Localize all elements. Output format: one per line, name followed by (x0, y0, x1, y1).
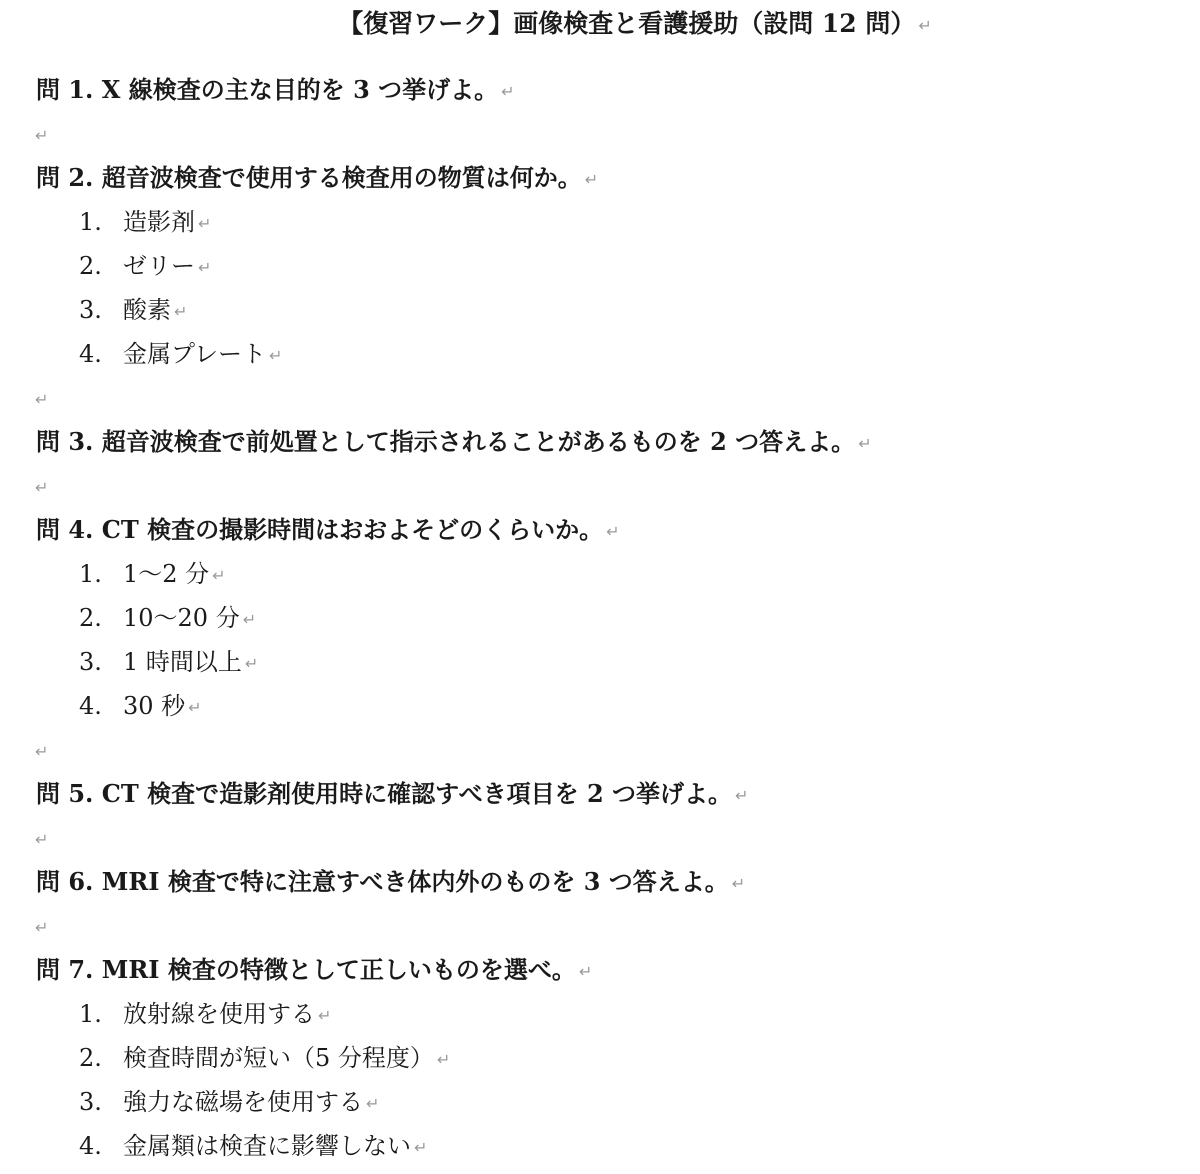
paragraph-mark-icon: ↵ (578, 962, 593, 981)
paragraph-mark-icon: ↵ (858, 434, 872, 453)
paragraph-mark-icon: ↵ (35, 742, 49, 761)
option-number: 3. (79, 1088, 102, 1116)
paragraph-mark-icon: ↵ (366, 1094, 380, 1113)
option-number: 1. (79, 560, 102, 588)
option-label: 強力な磁場を使用する (123, 1088, 363, 1116)
paragraph-mark-icon: ↵ (35, 830, 49, 849)
question-5 (36, 772, 748, 816)
option-label: 造影剤 (123, 208, 195, 236)
option-item (79, 640, 258, 684)
option-label: 酸素 (123, 296, 171, 324)
option-label: 1 時間以上 (123, 648, 242, 676)
option-item (79, 684, 202, 728)
option-item (79, 596, 256, 640)
question-1 (36, 68, 515, 112)
document-title (0, 4, 1200, 46)
question-text: 問 3. 超音波検査で前処置として指示されることがあるものを 2 つ答えよ。 (36, 427, 856, 456)
blank-line (32, 464, 48, 508)
question-text: 問 1. X 線検査の主な目的を 3 つ挙げよ。 (36, 75, 499, 104)
option-number: 3. (79, 648, 102, 676)
question-2 (36, 156, 598, 200)
paragraph-mark-icon: ↵ (242, 610, 257, 629)
option-item (79, 1124, 427, 1168)
option-item (79, 552, 226, 596)
option-number: 2. (79, 1044, 102, 1072)
option-number: 4. (79, 692, 102, 720)
option-item (79, 332, 282, 376)
paragraph-mark-icon: ↵ (436, 1050, 451, 1069)
blank-line (32, 904, 48, 948)
paragraph-mark-icon: ↵ (584, 170, 599, 189)
paragraph-mark-icon: ↵ (606, 522, 620, 541)
paragraph-mark-icon: ↵ (174, 302, 188, 321)
paragraph-mark-icon: ↵ (212, 566, 226, 585)
question-text: 問 2. 超音波検査で使用する検査用の物質は何か。 (36, 163, 582, 192)
option-number: 4. (79, 340, 102, 368)
option-item (79, 288, 187, 332)
option-item (79, 1080, 379, 1124)
blank-line (32, 816, 48, 860)
option-item (79, 992, 331, 1036)
paragraph-mark-icon: ↵ (414, 1138, 428, 1157)
paragraph-mark-icon: ↵ (35, 918, 49, 937)
option-number: 2. (79, 252, 102, 280)
question-4 (36, 508, 620, 552)
option-number: 4. (79, 1132, 102, 1160)
option-label: 1〜2 分 (123, 560, 210, 588)
paragraph-mark-icon: ↵ (269, 346, 283, 365)
option-number: 3. (79, 296, 102, 324)
paragraph-mark-icon: ↵ (35, 126, 49, 145)
paragraph-mark-icon: ↵ (35, 478, 49, 497)
option-label: ゼリー (123, 252, 195, 280)
paragraph-mark-icon: ↵ (188, 698, 202, 717)
paragraph-mark-icon: ↵ (918, 16, 932, 35)
paragraph-mark-icon: ↵ (35, 390, 49, 409)
option-label: 10〜20 分 (123, 604, 240, 632)
paragraph-mark-icon: ↵ (318, 1006, 332, 1025)
paragraph-mark-icon: ↵ (244, 654, 259, 673)
option-number: 2. (79, 604, 102, 632)
blank-line (32, 376, 48, 420)
option-label: 金属プレート (123, 340, 267, 368)
option-label: 金属類は検査に影響しない (123, 1132, 411, 1160)
paragraph-mark-icon: ↵ (735, 786, 749, 805)
question-text: 問 6. MRI 検査で特に注意すべき体内外のものを 3 つ答えよ。 (36, 867, 729, 896)
option-label: 30 秒 (123, 692, 186, 720)
paragraph-mark-icon: ↵ (198, 258, 212, 277)
paragraph-mark-icon: ↵ (198, 214, 212, 233)
option-label: 検査時間が短い（5 分程度） (123, 1044, 434, 1072)
title-text: 【復習ワーク】画像検査と看護援助（設問 12 問） (338, 9, 916, 38)
question-text: 問 5. CT 検査で造影剤使用時に確認すべき項目を 2 つ挙げよ。 (36, 779, 733, 808)
question-text: 問 4. CT 検査の撮影時間はおおよそどのくらいか。 (36, 515, 604, 544)
question-7 (36, 948, 592, 992)
paragraph-mark-icon: ↵ (731, 874, 746, 893)
question-text: 問 7. MRI 検査の特徴として正しいものを選べ。 (36, 955, 576, 984)
blank-line (32, 728, 48, 772)
question-6 (36, 860, 745, 904)
question-3 (36, 420, 872, 464)
option-label: 放射線を使用する (123, 1000, 315, 1028)
paragraph-mark-icon: ↵ (501, 82, 515, 101)
option-number: 1. (79, 208, 102, 236)
option-item (79, 244, 211, 288)
option-item (79, 200, 211, 244)
blank-line (32, 112, 48, 156)
option-number: 1. (79, 1000, 102, 1028)
option-item (79, 1036, 450, 1080)
